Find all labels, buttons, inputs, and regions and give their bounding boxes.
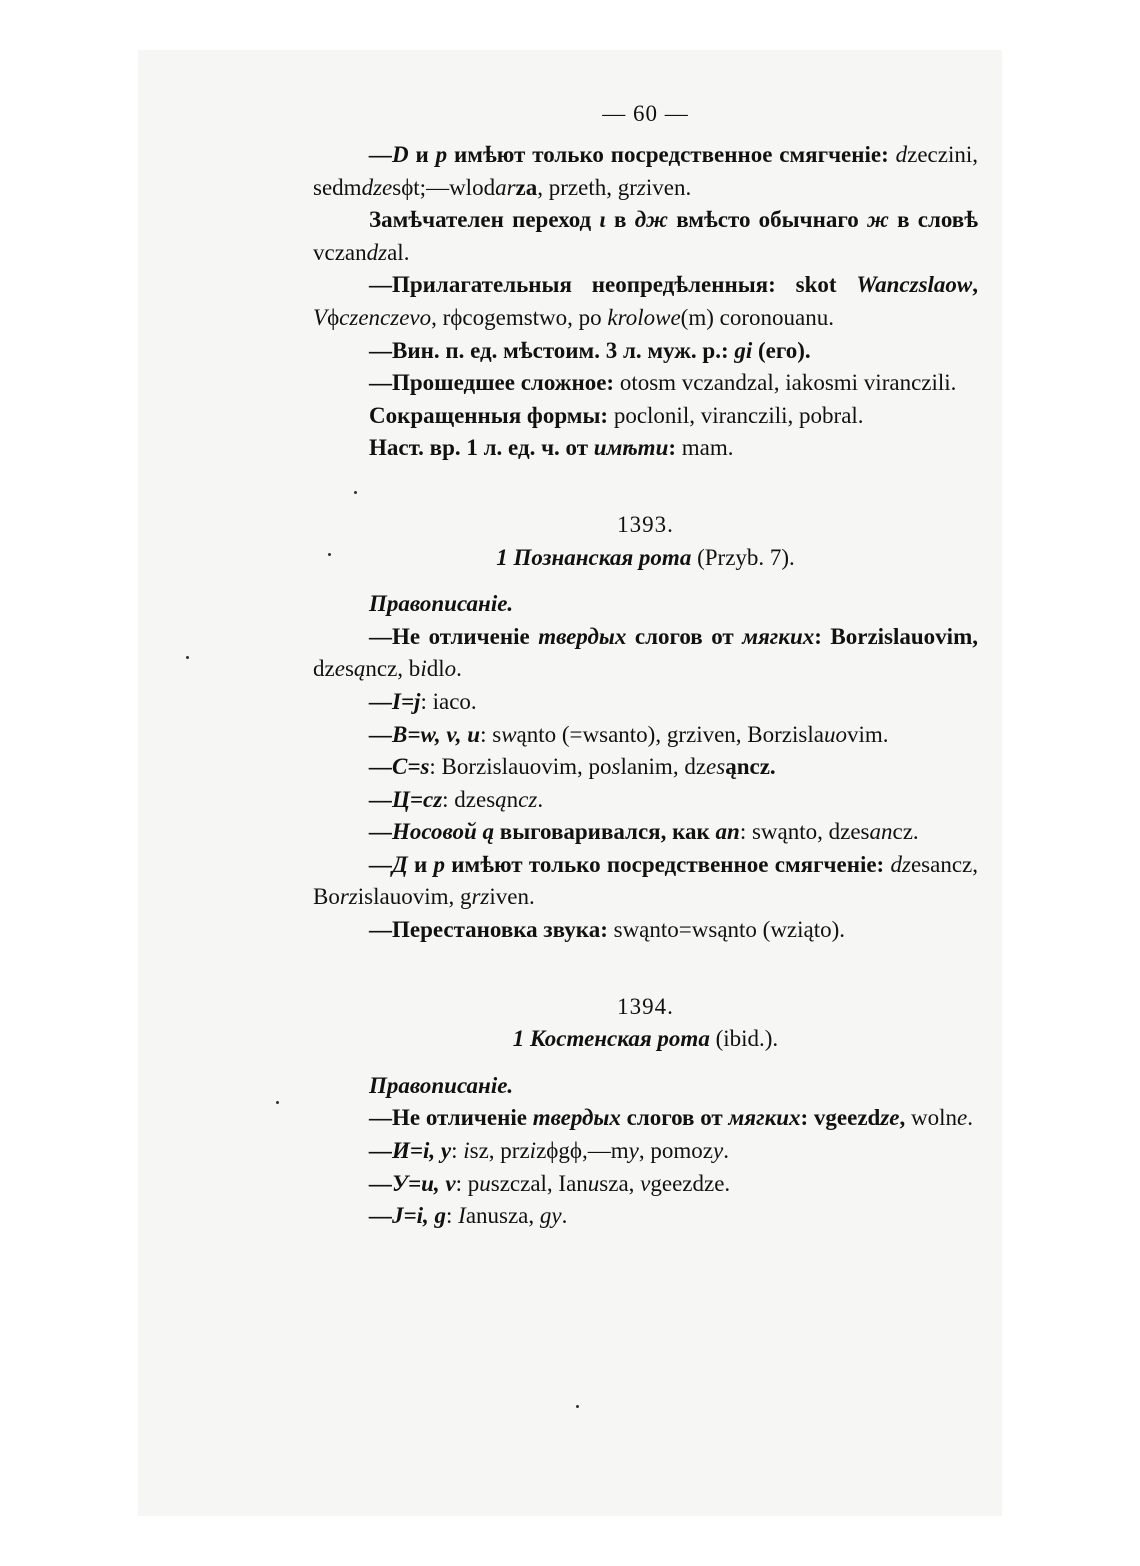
text-run: .	[456, 656, 462, 682]
section-1394	[313, 991, 978, 1233]
text-run: zeczini, sedm	[313, 142, 979, 200]
text-run: iven.	[645, 174, 692, 200]
text-run: gi	[734, 337, 753, 363]
text-run: s	[392, 174, 402, 200]
text-run: имѣти	[593, 435, 669, 461]
text-run: ą	[353, 656, 366, 682]
text-run: u	[587, 1170, 600, 1196]
text-run: geezdze.	[650, 1170, 731, 1196]
text-run: y	[712, 1138, 724, 1164]
text-run: —Перестановка звука:	[369, 917, 614, 943]
section-1393-paragraph	[313, 719, 978, 752]
text-run: Наст. вр. 1 л. ед. ч. от	[369, 435, 594, 461]
text-run: dz	[313, 656, 335, 682]
text-run: i	[463, 1138, 470, 1164]
text-run: d	[895, 142, 908, 167]
text-run: : iaco.	[420, 688, 477, 714]
section-label: Правописаніе.	[369, 591, 514, 617]
text-run: islauovim, g	[357, 884, 472, 910]
text-run: ą	[495, 786, 507, 812]
text-run: i	[529, 1138, 537, 1164]
text-run: szczal, Ian	[490, 1170, 588, 1196]
text-run: cz	[518, 786, 538, 812]
text-run: :	[451, 1138, 464, 1164]
text-run: ι	[599, 207, 615, 233]
text-run: —Прилагательныя неопредѣленныя:	[369, 272, 796, 298]
text-run: s	[611, 754, 621, 780]
text-run: e	[957, 1105, 968, 1131]
text-run: твердых	[538, 623, 627, 649]
section-gap	[313, 1056, 978, 1070]
text-run: ąncz.	[725, 754, 776, 780]
text-run: I	[458, 1203, 466, 1229]
text-run: u	[479, 1170, 491, 1196]
text-run: w	[501, 721, 517, 747]
text-run: poclonil, viranczili, pobral.	[613, 402, 864, 428]
text-run: и	[415, 142, 436, 167]
text-run: o	[444, 656, 457, 682]
text-run: vim.	[846, 721, 889, 747]
intro-paragraph	[313, 367, 978, 400]
text-run: —Прошедшее сложное:	[369, 370, 620, 396]
section-body	[313, 1102, 978, 1232]
text-run: имѣют только посредственное смягченіе:	[445, 851, 891, 877]
text-run: iven.	[489, 884, 535, 910]
text-run: an	[715, 819, 740, 845]
text-run: dz	[890, 851, 911, 877]
section-1394-paragraph	[313, 1102, 978, 1135]
text-run: мягких	[728, 1105, 801, 1131]
text-run: ,	[899, 1105, 912, 1131]
text-run: esancz, Bo	[313, 851, 978, 910]
text-run: sza,	[599, 1170, 641, 1196]
section-1393-paragraph	[313, 686, 978, 719]
section-1393	[313, 509, 978, 947]
text-run: gy	[539, 1203, 562, 1229]
scan-speck	[354, 491, 357, 494]
section-title	[313, 542, 978, 575]
text-run: —И=i, y	[369, 1138, 452, 1164]
text-run: мягких	[742, 623, 815, 649]
text-run: дж	[634, 207, 677, 233]
text-run: ncz, b	[365, 656, 421, 682]
text-run: swąnto=wsąnto (wziąto).	[613, 917, 846, 943]
text-run: : Borzislauovim,	[814, 623, 978, 649]
text-run: (его).	[752, 337, 811, 363]
text-run: .	[967, 1105, 973, 1131]
section-gap	[313, 465, 978, 509]
text-run: al.	[387, 239, 410, 265]
text-run: dze	[361, 174, 393, 200]
section-year: 1394.	[617, 993, 674, 1019]
text-run: имѣют только посредственное смягченіе:	[454, 142, 896, 167]
text-run: : vgeezd	[800, 1105, 881, 1131]
text-run: ϕ	[450, 304, 463, 330]
text-run: z	[636, 174, 646, 200]
text-run: твердых	[532, 1105, 621, 1131]
text-run: .	[537, 786, 544, 812]
text-run: —Ц=cz	[369, 786, 443, 812]
text-run: rz	[339, 884, 358, 910]
section-1393-paragraph	[313, 784, 978, 817]
page-number: — 60 —	[602, 101, 689, 126]
text-run: —C=s	[369, 754, 430, 780]
text-run: ϕ	[327, 304, 340, 330]
text-run: lanim, dz	[620, 754, 707, 780]
text-run: —Вин. п. ед. мѣстоим. 3 л. муж. р.:	[369, 337, 735, 363]
section-1394-paragraph	[313, 1168, 978, 1201]
text-run: sz, prz	[469, 1138, 530, 1164]
text-run: —D	[369, 142, 416, 167]
section-title-italic: 1 Костенская рота	[512, 1026, 710, 1052]
intro-paragraph	[313, 269, 978, 334]
text-run: ze	[880, 1105, 900, 1131]
text-run: es	[706, 754, 726, 780]
text-run: ,	[972, 272, 979, 298]
text-run: s	[344, 656, 354, 682]
section-1394-paragraph	[313, 1200, 978, 1233]
intro-paragraph	[313, 335, 978, 368]
text-run: Сокращенныя формы:	[369, 402, 614, 428]
section-1393-paragraph	[313, 816, 978, 849]
text-run: , pomoz	[638, 1138, 713, 1164]
section-body	[313, 621, 978, 947]
text-run: vczan	[313, 239, 367, 265]
text-run: ж	[866, 207, 898, 233]
text-run: ar	[495, 174, 516, 200]
scan-speck	[186, 656, 189, 659]
intro-paragraph	[313, 139, 978, 204]
text-run: .	[561, 1203, 568, 1229]
text-run: ϕ	[401, 174, 414, 200]
text-run: cz.	[892, 819, 919, 845]
section-title-source: (ibid.).	[709, 1026, 779, 1052]
text-run: z	[536, 1138, 547, 1164]
section-title-italic: 1 Познанская рота	[496, 544, 692, 570]
text-run: i	[420, 656, 427, 682]
text-run: rz	[471, 884, 490, 910]
intro-paragraph	[313, 400, 978, 433]
text-run: za	[515, 174, 538, 200]
text-run: , prze	[537, 174, 589, 200]
section-title-source: (Przyb. 7).	[691, 544, 795, 570]
text-run: (m) coronouanu.	[680, 304, 834, 330]
text-run: Wanczslaow	[856, 272, 973, 298]
section-1393-paragraph	[313, 914, 978, 947]
text-run: th, gr	[588, 174, 637, 200]
text-run: —Не отличеніе	[369, 623, 539, 649]
text-run: cogemstwo, po	[462, 304, 608, 330]
text-run: dz	[366, 239, 388, 265]
text-run: : p	[455, 1170, 480, 1196]
text-run: ϕ	[569, 1138, 582, 1164]
section-1393-paragraph	[313, 621, 978, 686]
text-run: слогов от	[620, 1105, 729, 1131]
text-run: an	[869, 819, 893, 845]
text-run: —J=i, g	[369, 1203, 446, 1229]
text-run: uo	[823, 721, 847, 747]
section-label: Правописаніе.	[369, 1072, 514, 1098]
text-run: v	[640, 1170, 651, 1196]
text-run: ąnto (=wsanto), grziven, Borzisla	[516, 721, 824, 747]
text-run: в	[614, 207, 635, 233]
text-run: e	[334, 656, 345, 682]
text-run: czenczevo	[339, 304, 432, 330]
text-run: выговаривался, как	[494, 819, 716, 845]
text-run: y	[628, 1138, 639, 1164]
intro-paragraph	[313, 432, 978, 465]
section-gap	[313, 574, 978, 588]
text-run: p	[435, 142, 455, 167]
text-run: p	[433, 851, 446, 877]
text-run: .	[723, 1138, 729, 1164]
text-run: g	[558, 1138, 570, 1164]
section-title	[313, 1023, 978, 1056]
section-year: 1393.	[617, 511, 674, 537]
text-run: skot	[795, 272, 857, 298]
section-1393-paragraph	[313, 751, 978, 784]
text-run: dl	[426, 656, 445, 682]
section-1393-paragraph	[313, 849, 978, 914]
section-gap	[313, 947, 978, 991]
text-run: —Носовой ą	[369, 819, 495, 845]
text-run: n	[506, 786, 519, 812]
text-run: слогов от	[626, 623, 743, 649]
text-run: V	[313, 304, 328, 330]
text-run: ϕ	[546, 1138, 559, 1164]
section-1394-paragraph	[313, 1135, 978, 1168]
text-run: :	[668, 435, 682, 461]
text-run: —Не отличеніе	[369, 1105, 533, 1131]
text-run: вмѣсто обычнаго	[676, 207, 867, 233]
text-run: —У=u, v	[369, 1170, 456, 1196]
intro-block	[313, 139, 978, 465]
text-run: —Д	[369, 851, 408, 877]
scan-speck	[576, 1405, 579, 1408]
text-run: woln	[911, 1105, 958, 1131]
text-run: —I=j	[369, 688, 421, 714]
intro-paragraph	[313, 204, 978, 269]
text-run: mam.	[681, 435, 734, 461]
text-run: krolowe	[607, 304, 681, 330]
text-run: : dzes	[442, 786, 496, 812]
text-run: и	[407, 851, 434, 877]
text-run: в словѣ	[897, 207, 979, 233]
text-run: t;—wlod	[413, 174, 496, 200]
text-run: anusza,	[465, 1203, 540, 1229]
document-page	[313, 98, 978, 1233]
text-run: : s	[480, 721, 502, 747]
text-run: : Borzislauovim, po	[429, 754, 612, 780]
text-run: ,—m	[582, 1138, 629, 1164]
text-run: , r	[431, 304, 451, 330]
text-run: Замѣчателен переход	[369, 207, 600, 233]
text-run: : swąnto, dzes	[739, 819, 870, 845]
scan-speck	[328, 553, 331, 556]
text-run: —B=w, v, u	[369, 721, 481, 747]
scan-speck	[276, 1101, 279, 1104]
text-run: otosm vczandzal, iakosmi viranczili.	[619, 370, 957, 396]
text-run: :	[446, 1203, 459, 1229]
